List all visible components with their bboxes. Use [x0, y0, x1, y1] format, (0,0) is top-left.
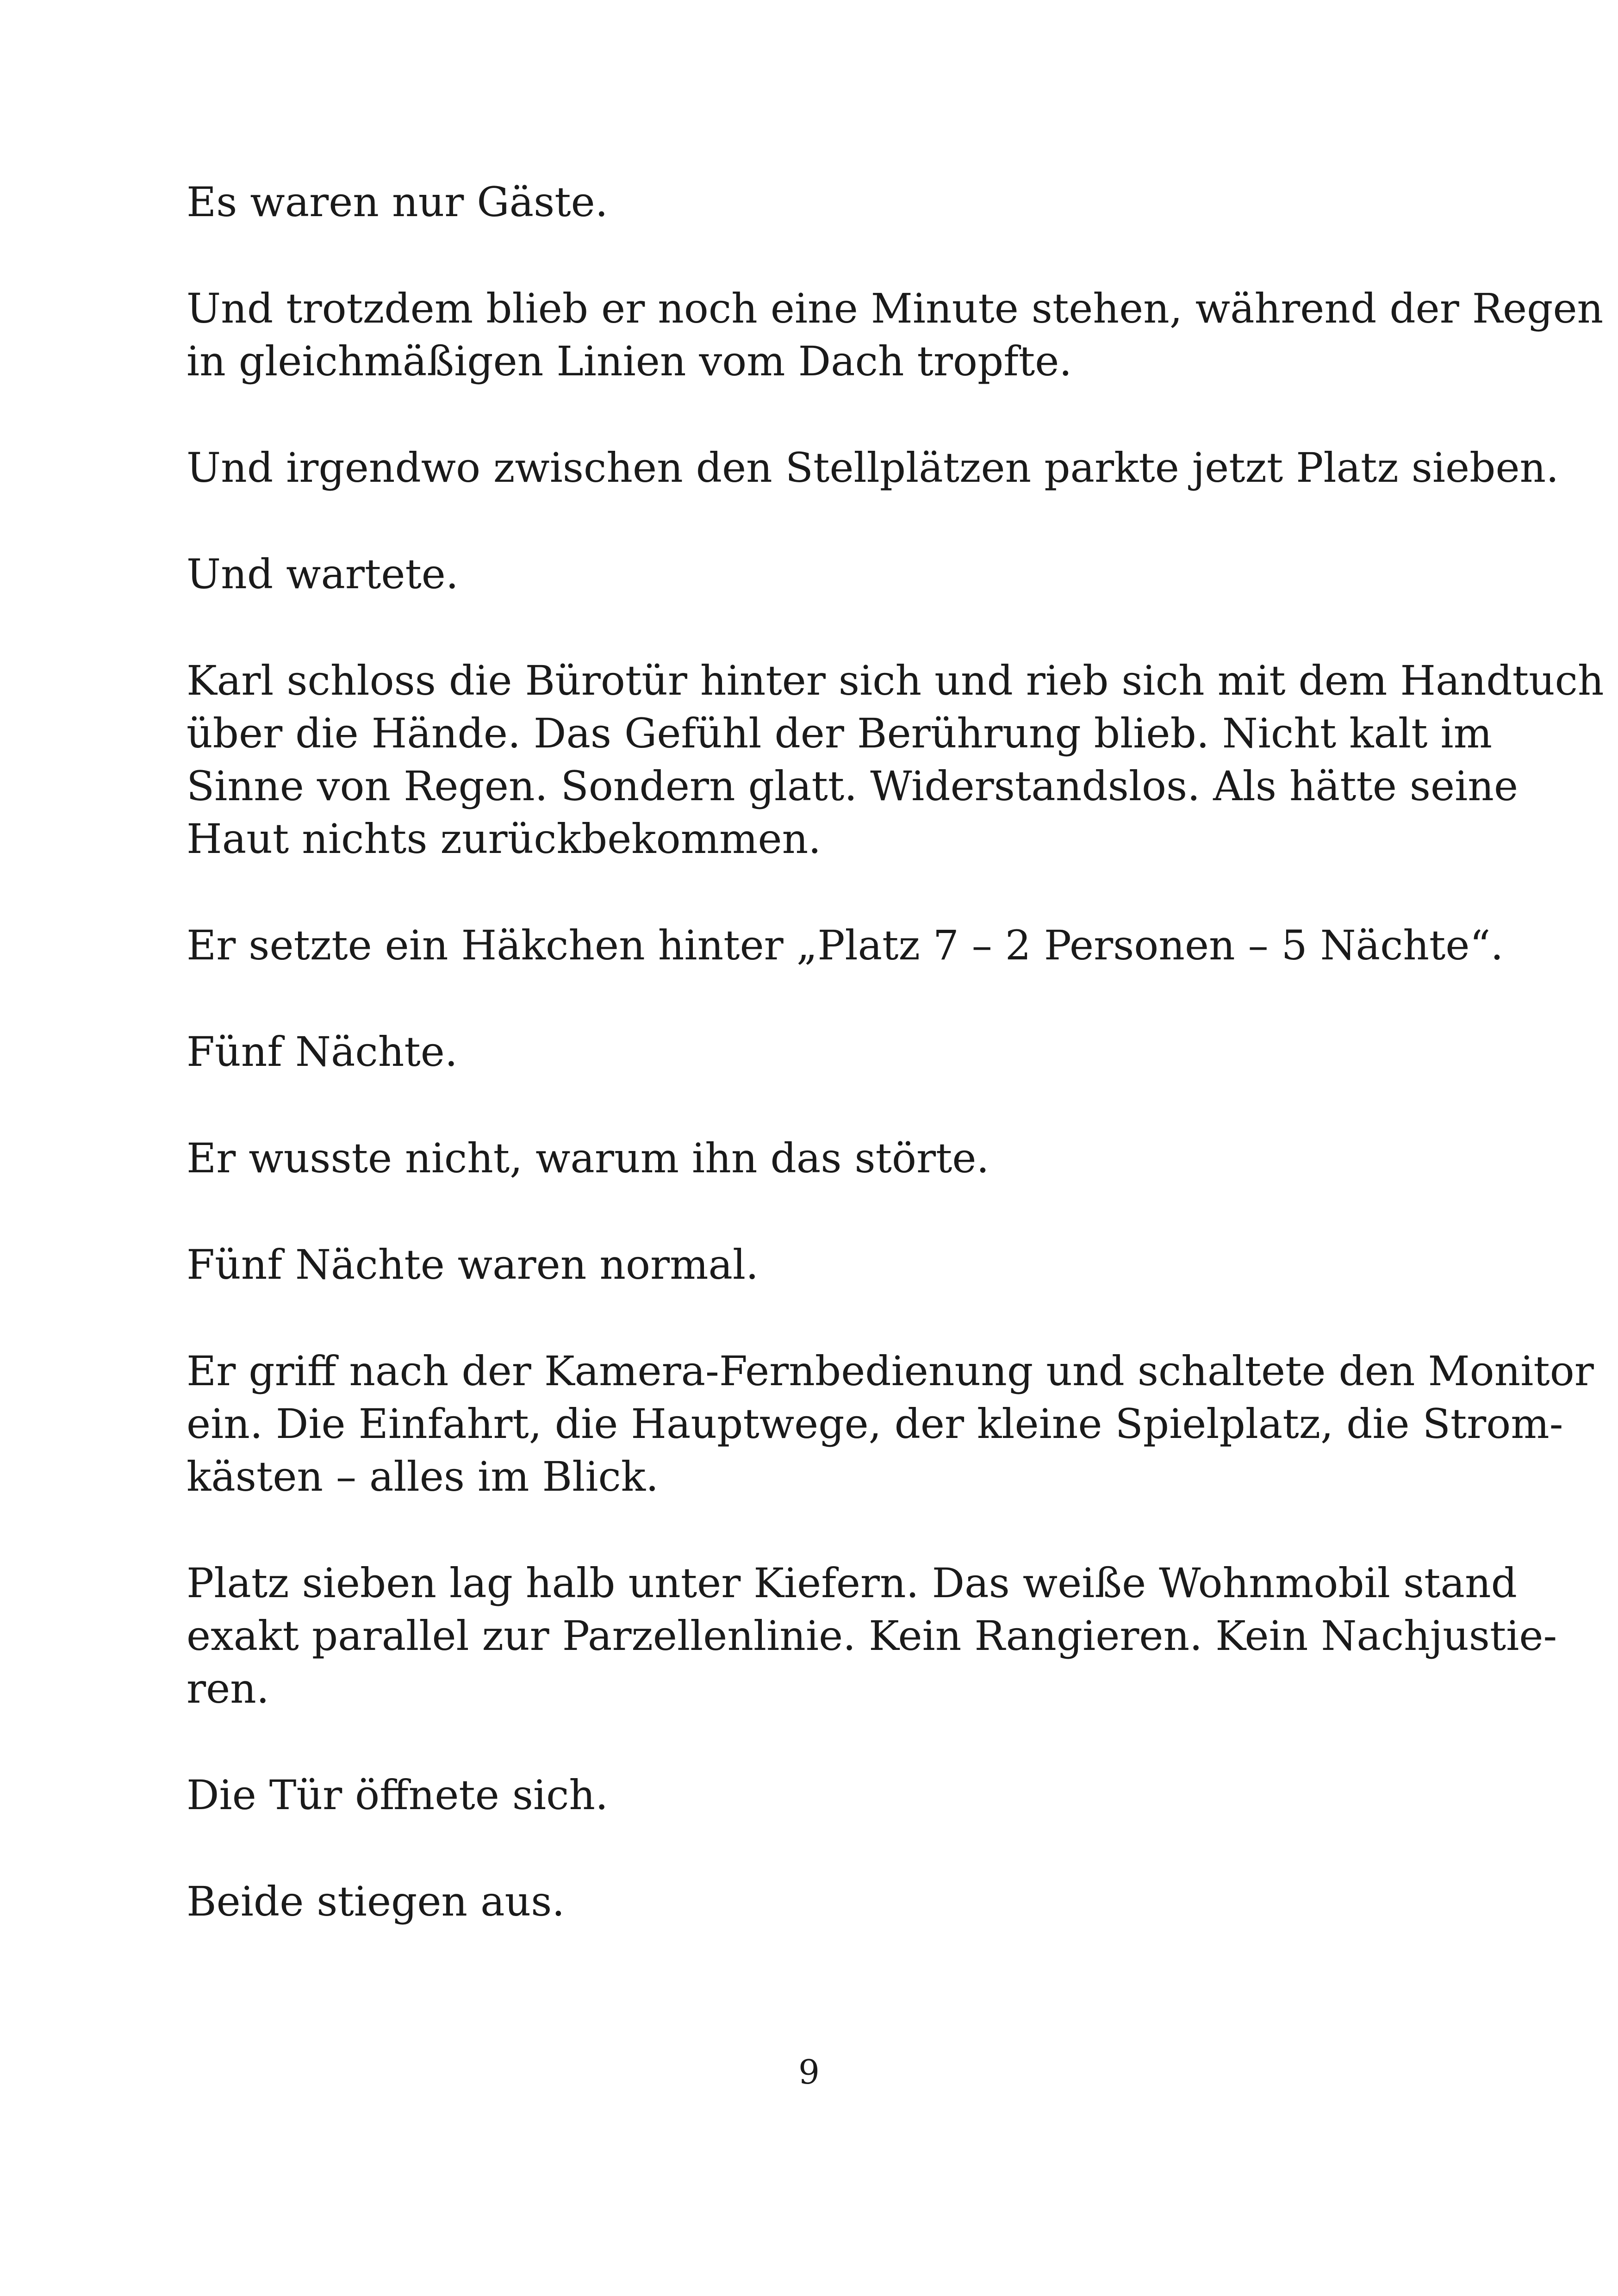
text-line: Und irgendwo zwischen den Stellplätzen parkte jetzt Platz sieben. — [187, 444, 1559, 492]
text-line: Fünf Nächte waren normal. — [187, 1241, 759, 1288]
paragraph — [187, 176, 1455, 229]
paragraph — [187, 1769, 1455, 1822]
paragraph — [187, 442, 1559, 494]
paragraph — [187, 1238, 1455, 1291]
page-number: 9 — [798, 2053, 820, 2091]
paragraph — [187, 654, 1604, 865]
text-line: über die Hände. Das Gefühl der Berührung blieb. Nicht kalt im — [187, 709, 1493, 757]
paragraph — [187, 1026, 1455, 1078]
text-line: Es waren nur Gäste. — [187, 178, 608, 226]
text-line: Haut nichts zurückbekommen. — [187, 815, 821, 863]
paragraph — [187, 1345, 1594, 1503]
text-line: ein. Die Einfahrt, die Hauptwege, der kleine Spielplatz, die Strom- — [187, 1400, 1563, 1448]
paragraph — [187, 282, 1604, 388]
text-line: Fünf Nächte. — [187, 1028, 458, 1076]
text-line: exakt parallel zur Parzellenlinie. Kein Rangieren. Kein Nachjustie- — [187, 1612, 1557, 1660]
paragraph — [187, 1557, 1557, 1715]
text-line: kästen – alles im Blick. — [187, 1453, 659, 1500]
text-line: Sinne von Regen. Sondern glatt. Widerstandslos. Als hätte seine — [187, 762, 1518, 810]
text-line: Er griff nach der Kamera-Fernbedienung und schaltete den Monitor — [187, 1347, 1594, 1395]
body-text — [187, 176, 1604, 1982]
paragraph — [187, 1132, 1455, 1185]
text-line: Und wartete. — [187, 550, 459, 598]
text-line: in gleichmäßigen Linien vom Dach tropfte. — [187, 337, 1072, 385]
paragraph — [187, 548, 1455, 601]
text-line: Karl schloss die Bürotür hinter sich und rieb sich mit dem Handtuch — [187, 657, 1604, 704]
text-line: Die Tür öffnete sich. — [187, 1771, 609, 1819]
text-line: Platz sieben lag halb unter Kiefern. Das weiße Wohnmobil stand — [187, 1559, 1517, 1607]
text-line: Und trotzdem blieb er noch eine Minute stehen, während der Regen — [187, 285, 1604, 332]
text-line: Er wusste nicht, warum ihn das störte. — [187, 1134, 989, 1182]
paragraph — [187, 919, 1504, 972]
paragraph — [187, 1875, 1455, 1928]
text-line: Er setzte ein Häkchen hinter „Platz 7 – 2 Personen – 5 Nächte“. — [187, 921, 1504, 969]
text-line: ren. — [187, 1665, 269, 1712]
text-line: Beide stiegen aus. — [187, 1878, 565, 1925]
